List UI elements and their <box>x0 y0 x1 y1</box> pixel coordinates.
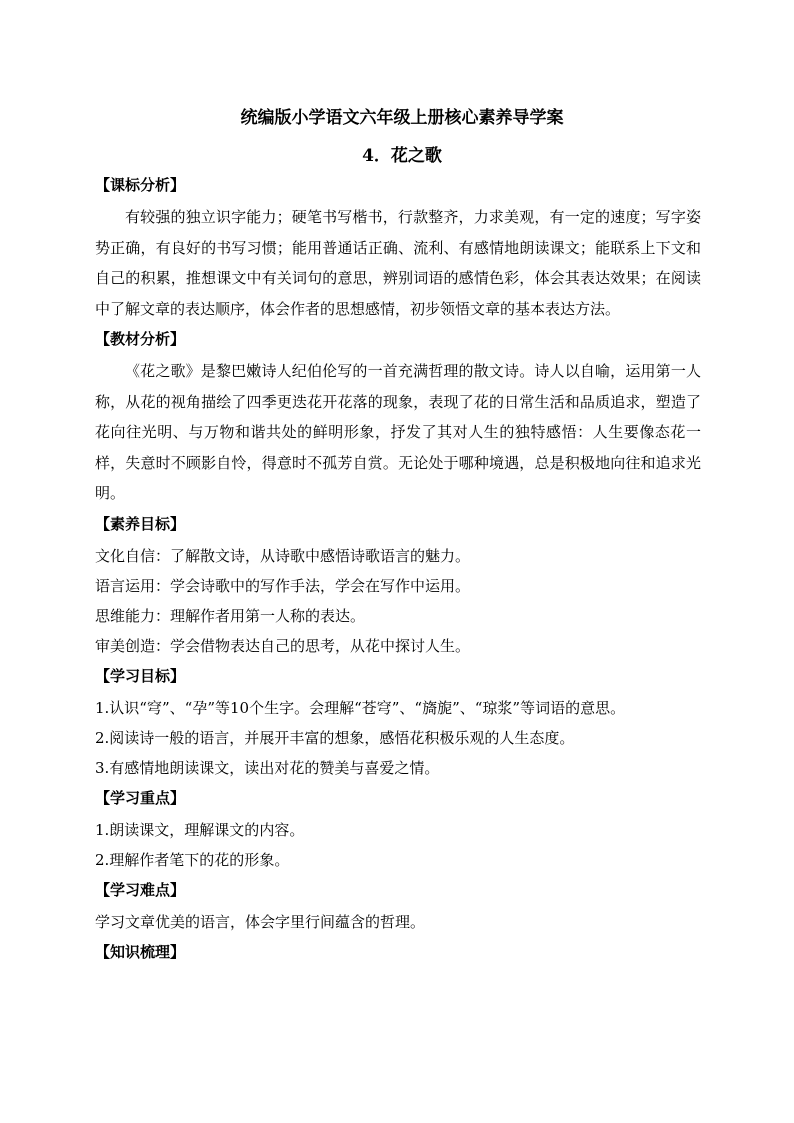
literacy-goal-item: 文化自信：了解散文诗，从诗歌中感悟诗歌语言的魅力。 <box>95 546 471 565</box>
section-heading-knowledge: 【知识梳理】 <box>95 942 186 961</box>
literacy-goal-item: 审美创造：学会借物表达自己的思考，从花中探讨人生。 <box>95 636 471 655</box>
section-learning-goals <box>95 663 701 783</box>
learning-goal-item: 2.阅读诗一般的语言，并展开丰富的想象，感悟花积极乐观的人生态度。 <box>95 728 575 747</box>
difficulty-item: 学习文章优美的语言，体会字里行间蕴含的哲理。 <box>95 912 426 931</box>
section-heading-learning-goals: 【学习目标】 <box>95 666 186 685</box>
lesson-title: 4．花之歌 <box>362 146 442 166</box>
learning-goal-item: 1.认识“穹”、“孕”等10个生字。会理解“苍穹”、“旖旎”、“琼浆”等词语的意思。 <box>95 698 626 717</box>
section-key-points <box>95 785 701 875</box>
section-literacy-goals <box>95 511 701 661</box>
document-body <box>95 104 701 969</box>
section-heading-literacy-goals: 【素养目标】 <box>95 514 186 533</box>
section-curriculum <box>95 172 701 324</box>
literacy-goal-item: 思维能力：理解作者用第一人称的表达。 <box>95 606 366 625</box>
key-point-item: 2.理解作者笔下的花的形象。 <box>95 850 290 869</box>
document-title: 统编版小学语文六年级上册核心素养导学案 <box>240 108 564 128</box>
section-textbook <box>95 326 701 509</box>
section-heading-curriculum: 【课标分析】 <box>95 176 186 194</box>
textbook-paragraph: 《花之歌》是黎巴嫩诗人纪伯伦写的一首充满哲理的散文诗。诗人以自喻，运用第一人称，从花的视角描绘了四季更迭花开花落的现象，表现了花的日常生活和品质追求，塑造了花向往光明、与万物和谐共处的鲜明形象，抒发了其对人生的独特感悟：人生要像态花一样，失意时不顾影自怜，得意时不孤芳自赏。无论处于哪种境遇，总是积极地向往和追求光明。 <box>95 362 701 502</box>
section-knowledge <box>95 939 701 969</box>
section-heading-textbook: 【教材分析】 <box>95 330 186 348</box>
section-heading-key-points: 【学习重点】 <box>95 788 186 807</box>
curriculum-paragraph: 有较强的独立识字能力；硬笔书写楷书，行款整齐，力求美观，有一定的速度；写字姿势正确，有良好的书写习惯；能用普通话正确、流利、有感情地朗读课文；能联系上下文和自己的积累，推想课文中有关词句的意思，辨别词语的感情色彩，体会其表达效果；在阅读中了解文章的表达顺序，体会作者的思想感情，初步领悟文章的基本表达方法。 <box>95 208 701 318</box>
literacy-goal-item: 语言运用：学会诗歌中的写作手法，学会在写作中运用。 <box>95 576 471 595</box>
learning-goal-item: 3.有感情地朗读课文，读出对花的赞美与喜爱之情。 <box>95 758 440 777</box>
section-difficulties <box>95 877 701 937</box>
section-heading-difficulties: 【学习难点】 <box>95 880 186 899</box>
key-point-item: 1.朗读课文，理解课文的内容。 <box>95 820 305 839</box>
